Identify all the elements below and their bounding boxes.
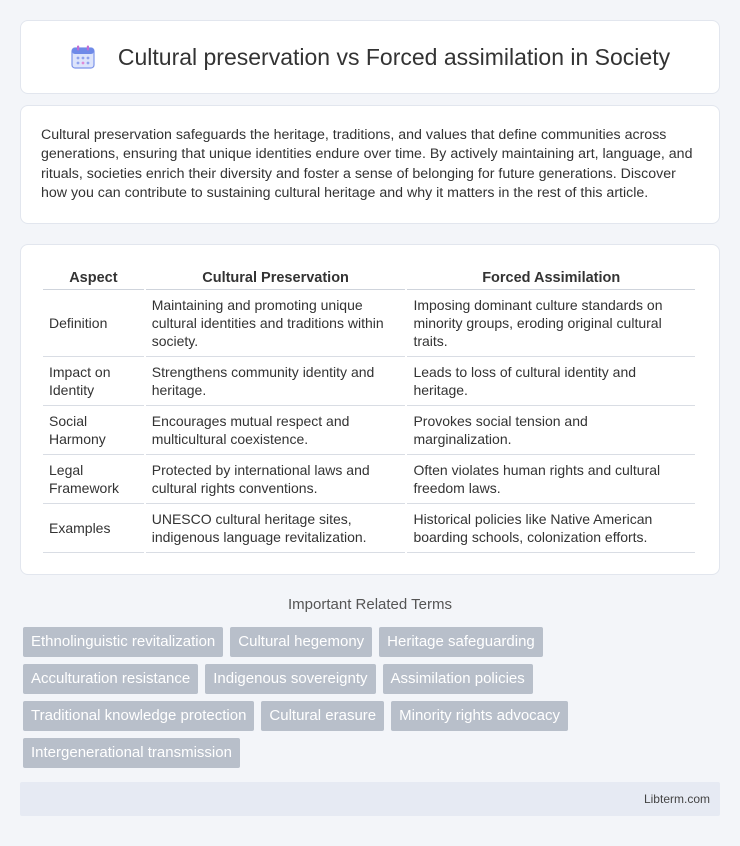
cell-forced-assimilation: Leads to loss of cultural identity and heritage. (407, 357, 695, 406)
related-terms-list (23, 627, 723, 775)
cell-cultural-preservation: Maintaining and promoting unique cultural identities and traditions within society. (146, 290, 406, 357)
cell-aspect: Examples (43, 504, 144, 553)
calendar-icon (70, 44, 96, 70)
related-term-tag[interactable]: Intergenerational transmission (23, 738, 240, 768)
table-row (43, 504, 695, 553)
cell-cultural-preservation: Strengthens community identity and heritage. (146, 357, 406, 406)
header-inner (70, 44, 670, 71)
cell-cultural-preservation: Protected by international laws and cultural rights conventions. (146, 455, 406, 504)
cell-aspect: Social Harmony (43, 406, 144, 455)
column-header-aspect: Aspect (43, 265, 144, 290)
related-term-tag[interactable]: Acculturation resistance (23, 664, 198, 694)
cell-cultural-preservation: UNESCO cultural heritage sites, indigenous language revitalization. (146, 504, 406, 553)
footer (20, 782, 720, 816)
related-term-tag[interactable]: Ethnolinguistic revitalization (23, 627, 223, 657)
header-card (20, 20, 720, 94)
footer-brand-link[interactable]: Libterm.com (643, 792, 710, 806)
related-term-tag[interactable]: Cultural hegemony (230, 627, 372, 657)
tag-row (23, 701, 723, 731)
table-row (43, 455, 695, 504)
comparison-table-card (20, 244, 720, 575)
cell-forced-assimilation: Often violates human rights and cultural freedom laws. (407, 455, 695, 504)
intro-paragraph: Cultural preservation safeguards the heritage, traditions, and values that define communities across generations, ensuring that unique identities endure over time. By actively maintaining art, language, and rituals, societies enrich their diversity and foster a sense of belonging for future generations. Discover how you can contribute to sustaining cultural heritage and why it matters in the rest of this article. (41, 127, 693, 201)
related-term-tag[interactable]: Heritage safeguarding (379, 627, 543, 657)
tag-row (23, 738, 723, 768)
related-term-tag[interactable]: Assimilation policies (383, 664, 533, 694)
cell-cultural-preservation: Encourages mutual respect and multicultural coexistence. (146, 406, 406, 455)
related-term-tag[interactable]: Minority rights advocacy (391, 701, 568, 731)
cell-forced-assimilation: Provokes social tension and marginalization. (407, 406, 695, 455)
intro-card (20, 105, 720, 224)
related-term-tag[interactable]: Cultural erasure (261, 701, 384, 731)
page-title: Cultural preservation vs Forced assimilation in Society (117, 43, 671, 70)
cell-aspect: Definition (43, 290, 144, 357)
related-terms-title: Important Related Terms (288, 596, 452, 613)
tag-row (23, 664, 723, 694)
column-header-forced-assimilation: Forced Assimilation (407, 265, 695, 290)
table-header-row (43, 265, 695, 290)
cell-aspect: Legal Framework (43, 455, 144, 504)
table-row (43, 290, 695, 357)
related-term-tag[interactable]: Traditional knowledge protection (23, 701, 254, 731)
cell-aspect: Impact on Identity (43, 357, 144, 406)
column-header-cultural-preservation: Cultural Preservation (146, 265, 406, 290)
cell-forced-assimilation: Historical policies like Native American boarding schools, colonization efforts. (407, 504, 695, 553)
table-row (43, 406, 695, 455)
tag-row (23, 627, 723, 657)
cell-forced-assimilation: Imposing dominant culture standards on minority groups, eroding original cultural traits. (407, 290, 695, 357)
related-term-tag[interactable]: Indigenous sovereignty (205, 664, 375, 694)
comparison-table (41, 265, 697, 553)
table-row (43, 357, 695, 406)
